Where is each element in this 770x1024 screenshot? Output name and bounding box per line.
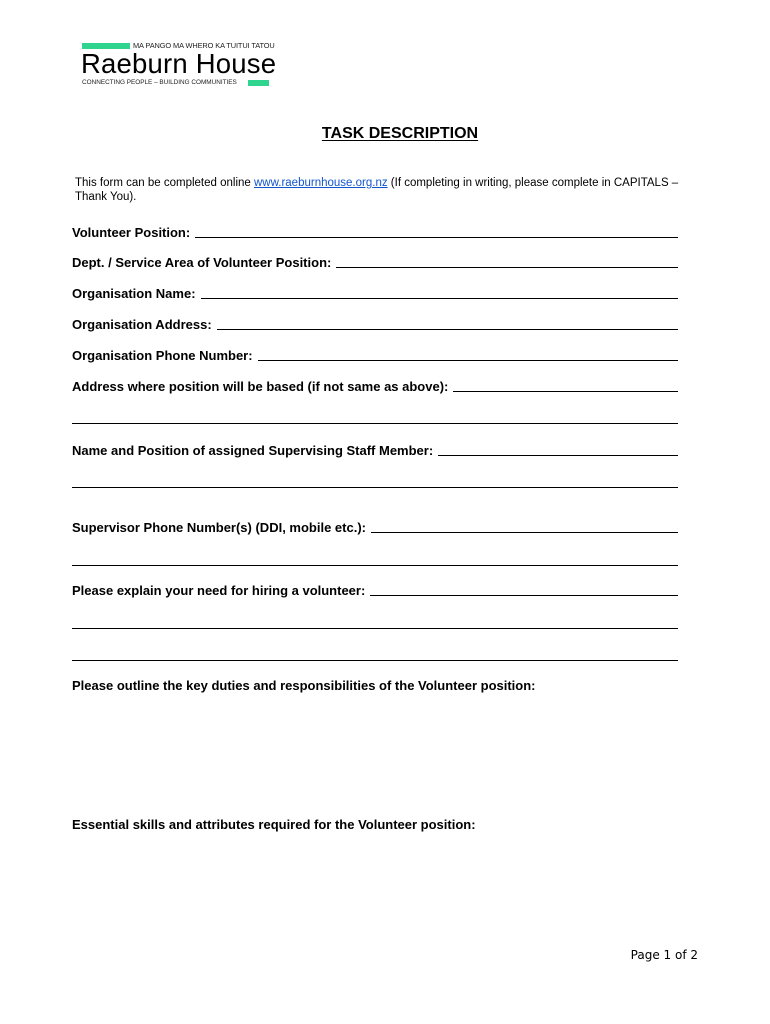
volunteer-position-field[interactable] bbox=[72, 224, 678, 240]
logo-accent-bar-bottom bbox=[248, 80, 269, 86]
supervisor-phone-label: Supervisor Phone Number(s) (DDI, mobile etc.): bbox=[72, 520, 366, 535]
volunteer-position-line[interactable] bbox=[195, 236, 678, 238]
hiring-need-extra-line-2[interactable] bbox=[72, 660, 678, 661]
logo-tagline-bottom: CONNECTING PEOPLE – BUILDING COMMUNITIES bbox=[82, 79, 237, 86]
hiring-need-field[interactable] bbox=[72, 582, 678, 598]
hiring-need-line[interactable] bbox=[370, 594, 678, 596]
supervisor-name-position-line[interactable] bbox=[438, 454, 678, 456]
page-number: Page 1 of 2 bbox=[630, 948, 698, 962]
position-address-label: Address where position will be based (if not same as above): bbox=[72, 379, 449, 394]
position-address-extra-line[interactable] bbox=[72, 423, 678, 424]
intro-text-before-link: This form can be completed online bbox=[75, 177, 254, 189]
organisation-address-label: Organisation Address: bbox=[72, 317, 212, 332]
supervisor-name-position-label: Name and Position of assigned Supervising Staff Member: bbox=[72, 443, 434, 458]
dept-service-area-line[interactable] bbox=[336, 266, 678, 268]
logo-name: Raeburn House bbox=[81, 48, 277, 79]
hiring-need-label: Please explain your need for hiring a volunteer: bbox=[72, 583, 366, 598]
organisation-phone-line[interactable] bbox=[258, 359, 678, 361]
supervisor-phone-line[interactable] bbox=[371, 531, 678, 533]
supervisor-name-position-field[interactable] bbox=[72, 442, 678, 458]
position-address-field[interactable] bbox=[72, 378, 678, 394]
intro-text-after-link: (If completing in writing, please complete in CAPITALS – Thank You). bbox=[75, 177, 679, 203]
organisation-name-field[interactable] bbox=[72, 285, 678, 301]
supervisor-phone-field[interactable] bbox=[72, 519, 678, 535]
organisation-address-field[interactable] bbox=[72, 316, 678, 332]
organisation-address-line[interactable] bbox=[217, 328, 678, 330]
organisation-name-line[interactable] bbox=[201, 297, 678, 299]
organisation-name-label: Organisation Name: bbox=[72, 286, 196, 301]
volunteer-position-label: Volunteer Position: bbox=[72, 225, 191, 240]
dept-service-area-label: Dept. / Service Area of Volunteer Position: bbox=[72, 255, 332, 270]
raeburn-house-logo bbox=[81, 40, 277, 90]
organisation-phone-field[interactable] bbox=[72, 347, 678, 363]
supervisor-phone-extra-line[interactable] bbox=[72, 565, 678, 566]
dept-service-area-field[interactable] bbox=[72, 254, 678, 270]
page-title: TASK DESCRIPTION bbox=[321, 125, 479, 142]
hiring-need-extra-line-1[interactable] bbox=[72, 628, 678, 629]
intro-text bbox=[75, 176, 690, 204]
key-duties-heading: Please outline the key duties and responsibilities of the Volunteer position: bbox=[72, 678, 536, 693]
supervisor-name-position-extra-line[interactable] bbox=[72, 487, 678, 488]
essential-skills-heading: Essential skills and attributes required for the Volunteer position: bbox=[72, 817, 476, 832]
organisation-phone-label: Organisation Phone Number: bbox=[72, 348, 253, 363]
logo-tagline-top: MA PANGO MA WHERO KA TUITUI TATOU bbox=[133, 41, 275, 50]
position-address-line[interactable] bbox=[453, 390, 678, 392]
website-link[interactable]: www.raeburnhouse.org.nz bbox=[253, 177, 388, 189]
